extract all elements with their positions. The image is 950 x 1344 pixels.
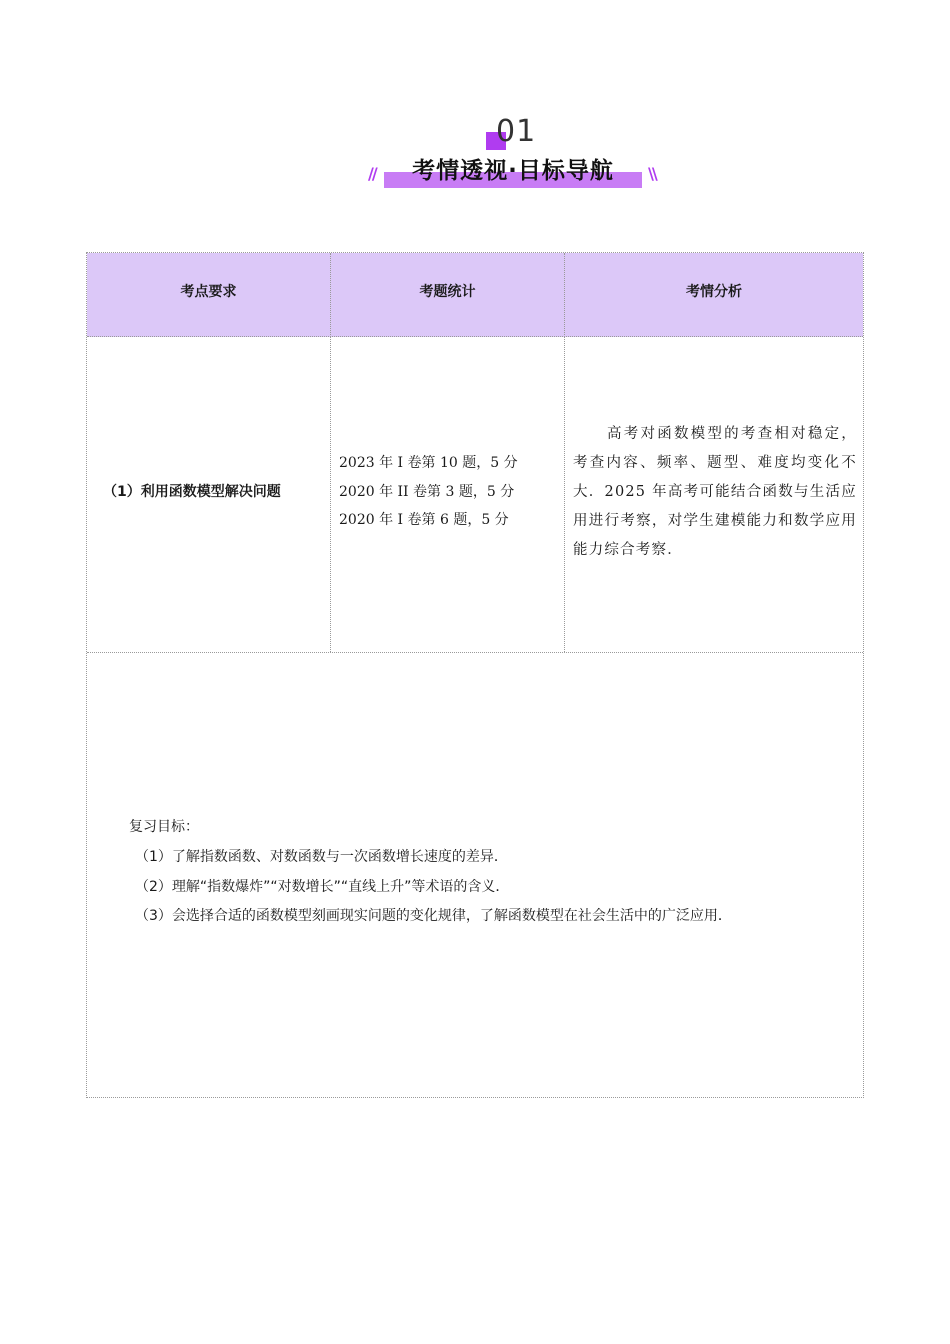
exam-analysis-table bbox=[86, 252, 864, 1098]
section-title: 考情透视·目标导航 bbox=[412, 158, 614, 184]
analysis-cell bbox=[565, 337, 863, 652]
column-header-statistics: 考题统计 bbox=[331, 253, 565, 337]
requirement-text: （1）利用函数模型解决问题 bbox=[103, 484, 281, 500]
statistics-cell bbox=[331, 337, 565, 652]
table-header-row bbox=[87, 253, 863, 337]
review-goals-list bbox=[135, 843, 732, 932]
statistics-item: 2020 年 II 卷第 3 题，5 分 bbox=[339, 483, 515, 500]
review-goals-title: 复习目标： bbox=[129, 819, 199, 835]
goal-item: （2）理解“指数爆炸”“对数增长”“直线上升”等术语的含义． bbox=[135, 878, 510, 895]
section-number bbox=[486, 112, 546, 152]
statistics-item: 2020 年 I 卷第 6 题，5 分 bbox=[339, 512, 509, 528]
review-goals-cell bbox=[87, 653, 863, 1097]
goal-item: （3）会选择合适的函数模型刻画现实问题的变化规律，了解函数模型在社会生活中的广泛应用． bbox=[135, 908, 732, 924]
column-header-analysis: 考情分析 bbox=[686, 284, 742, 300]
section-number-text: 01 bbox=[496, 114, 537, 149]
table-row bbox=[87, 337, 863, 653]
analysis-text: 高考对函数模型的考查相对稳定，考查内容、频率、题型、难度均变化不大．2025 年高考可能结合函数与生活应用进行考察，对学生建模能力和数学应用能力综合考察． bbox=[573, 426, 857, 558]
section-header bbox=[0, 108, 950, 198]
requirement-cell bbox=[87, 337, 331, 652]
right-slash-decoration: // bbox=[650, 164, 658, 183]
section-title-wrap bbox=[368, 152, 658, 192]
statistics-list bbox=[339, 449, 518, 535]
goal-item: （1）了解指数函数、对数函数与一次函数增长速度的差异． bbox=[135, 849, 508, 865]
left-slash-decoration: // bbox=[368, 164, 376, 183]
column-header-requirement: 考点要求 bbox=[87, 253, 331, 337]
statistics-item: 2023 年 I 卷第 10 题，5 分 bbox=[339, 455, 518, 471]
